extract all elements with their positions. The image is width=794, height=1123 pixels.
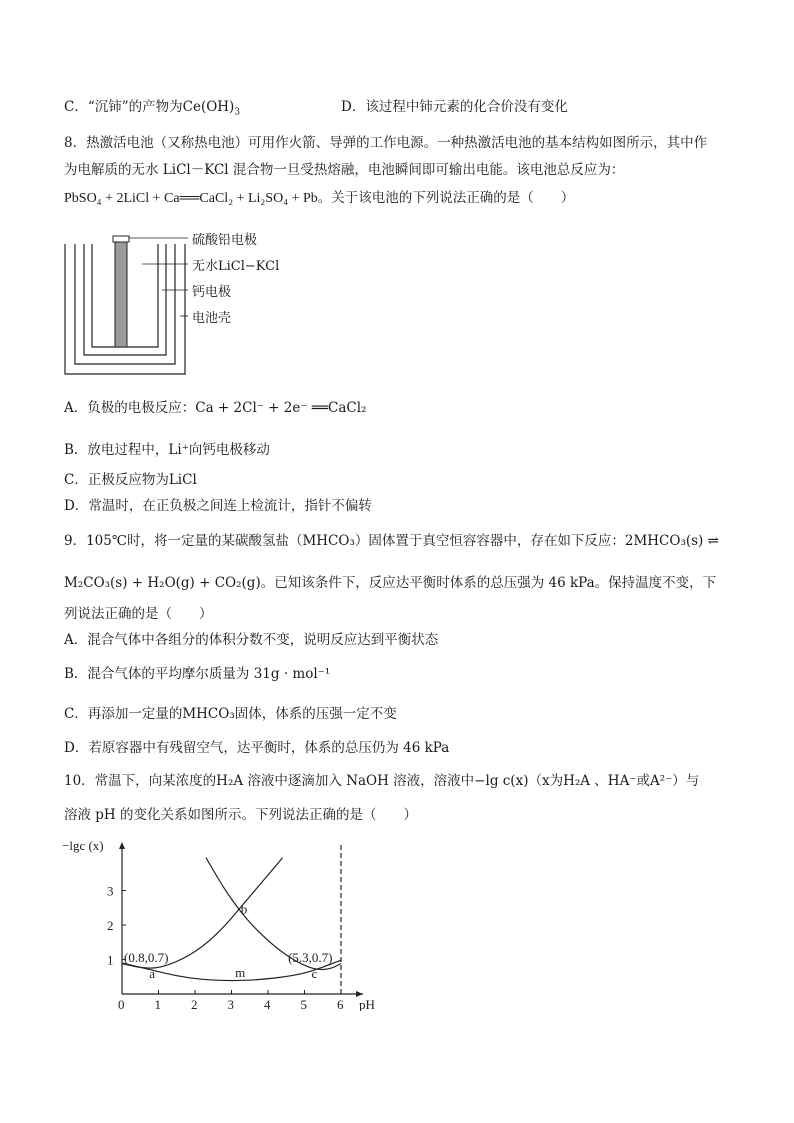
q8-equation: PbSO₄ + 2LiCl + Ca══CaCl₂ + Li₂SO₄ + Pb — [64, 191, 318, 206]
y-axis-arrow — [119, 842, 125, 849]
q9-option-c: C．再添加一定量的MHCO₃固体，体系的压强一定不变 — [64, 706, 397, 722]
battery-diagram — [60, 228, 190, 378]
q8-stem-3: PbSO₄ + 2LiCl + Ca══CaCl₂ + Li₂SO₄ + Pb。关于该电池的下列说法正确的是（ ） — [64, 190, 575, 206]
ph-chart — [60, 836, 390, 1011]
electrode-cap — [113, 236, 129, 242]
q9-option-d: D．若原容器中有残留空气，达平衡时，体系的总压仍为 46 kPa — [64, 740, 450, 756]
y-tick-label: 1 — [107, 952, 114, 968]
x-tick-label: 5 — [300, 997, 307, 1011]
label-c: c — [311, 965, 318, 981]
diagram-label-electrolyte: 无水LiCl−KCl — [192, 259, 280, 274]
q8-option-b: B．放电过程中，Li⁺向钙电极移动 — [64, 442, 270, 458]
x-tick-label: 0 — [118, 997, 125, 1011]
q9-stem-3: 列说法正确的是（ ） — [64, 606, 213, 622]
y-tick-label: 3 — [107, 883, 114, 899]
label-a: a — [149, 965, 155, 981]
q7-option-d: D．该过程中铈元素的化合价没有变化 — [341, 99, 568, 115]
annotation-point-a: (0.8,0.7) — [124, 949, 169, 965]
q9-stem-1: 9．105℃时，将一定量的某碳酸氢盐（MHCO₃）固体置于真空恒容容器中，存在如下反应：2MHCO₃(s) ⇌ — [64, 533, 719, 549]
annotation-point-c: (5.3,0.7) — [288, 949, 333, 965]
q9-stem-2: M₂CO₃(s) + H₂O(g) + CO₂(g)。已知该条件下，反应达平衡时体系的总压强为 46 kPa。保持温度不变，下 — [64, 575, 717, 591]
x-tick-label: 6 — [337, 997, 344, 1011]
q9-option-a: A．混合气体中各组分的体积分数不变，说明反应达到平衡状态 — [64, 632, 439, 648]
q10-stem-1: 10．常温下，向某浓度的H₂A 溶液中逐滴加入 NaOH 溶液，溶液中−lg c(x)（x为H₂A 、HA⁻或A²⁻）与 — [64, 773, 700, 789]
q7-option-c: C．“沉铈”的产物为$Ce(OH)_3$ — [64, 99, 241, 118]
diagram-label-lead-sulfate: 硫酸铅电极 — [192, 233, 258, 248]
q8-stem-2: 为电解质的无水 LiCl－KCl 混合物一旦受热熔融，电池瞬间即可输出电能。该电池总反应为： — [64, 162, 625, 178]
q9-option-b: B．混合气体的平均摩尔质量为 31g · mol⁻¹ — [64, 666, 331, 682]
lead-sulfate-electrode — [115, 240, 127, 347]
q8-stem-1: 8．热激活电池（又称热电池）可用作火箭、导弹的工作电源。一种热激活电池的基本结构如图所示，其中作 — [64, 135, 708, 151]
label-b: b — [240, 901, 248, 917]
x-tick-label: 1 — [154, 997, 161, 1011]
x-tick-label: 2 — [191, 997, 198, 1011]
q10-stem-2: 溶液 pH 的变化关系如图所示。下列说法正确的是（ ） — [64, 807, 417, 823]
y-axis-label: −lgc (x) — [62, 838, 104, 853]
x-axis-label: pH — [359, 997, 375, 1011]
diagram-label-shell: 电池壳 — [192, 311, 232, 326]
x-tick-label: 3 — [227, 997, 234, 1011]
q8-option-d: D．常温时，在正负极之间连上检流计，指针不偏转 — [64, 498, 372, 514]
q8-option-c: C．正极反应物为LiCl — [64, 472, 197, 488]
label-m: m — [235, 964, 246, 980]
x-tick-label: 4 — [264, 997, 271, 1011]
q8-option-a: A．负极的电极反应：Ca + 2Cl⁻ + 2e⁻ ══CaCl₂ — [64, 400, 367, 416]
y-tick-label: 2 — [107, 918, 114, 933]
diagram-label-calcium: 钙电极 — [192, 285, 232, 300]
